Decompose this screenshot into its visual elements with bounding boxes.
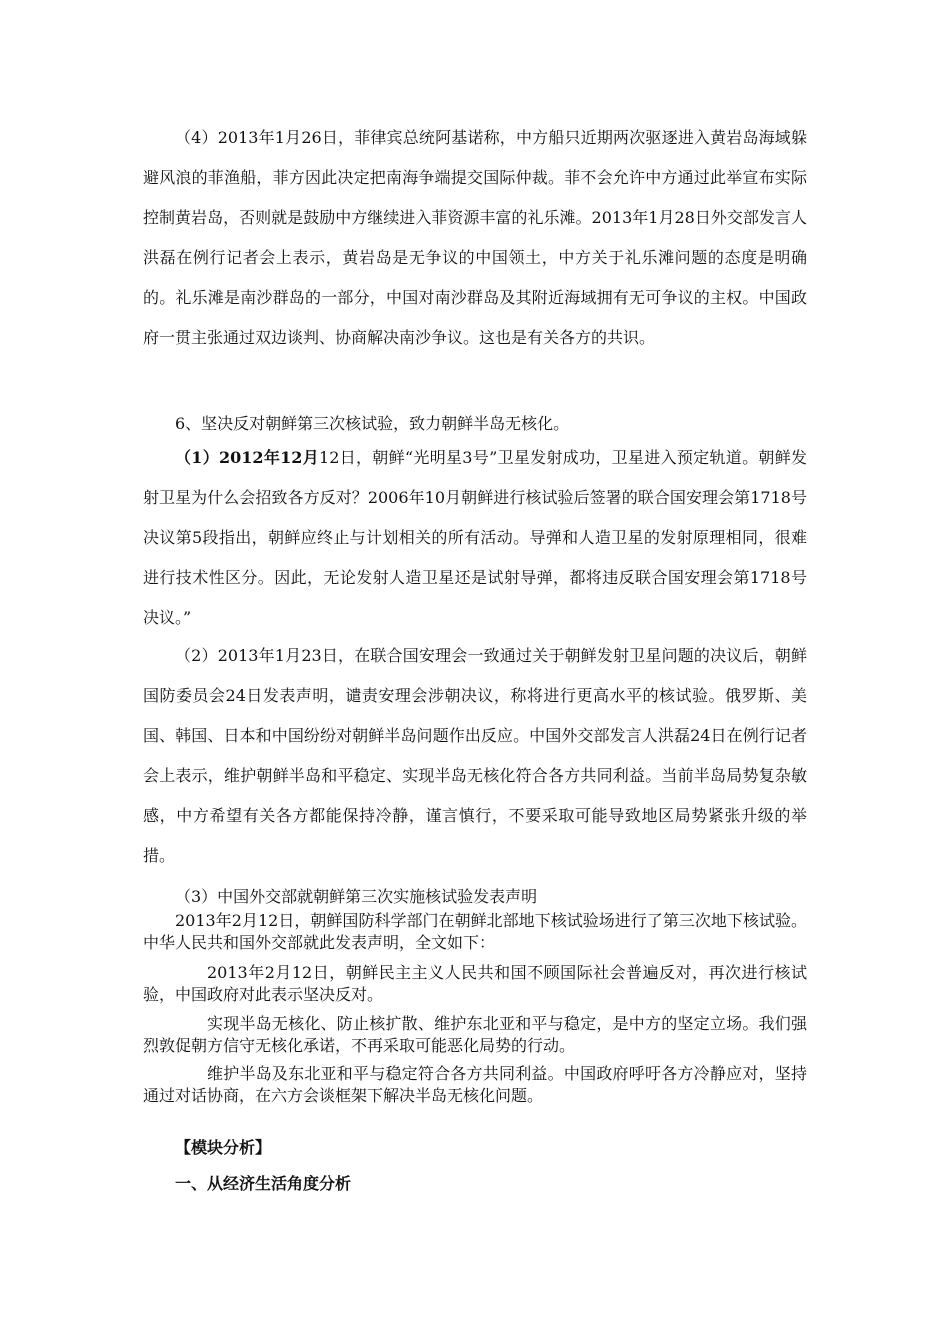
paragraph-item-4: （4）2013年1月26日，菲律宾总统阿基诺称，中方船只近期两次驱逐进入黄岩岛海域躲避风浪的菲渔船，菲方因此决定把南海争端提交国际仲裁。菲不会允许中方通过此举宣布实际控制黄岩岛，否则就是鼓励中方继续进入菲资源丰富的礼乐滩。2013年1月28日外交部发言人洪磊在例行记者会上表示，黄岩岛是无争议的中国领土，中方关于礼乐滩问题的态度是明确的。礼乐滩是南沙群岛的一部分，中国对南沙群岛及其附近海域拥有无可争议的主权。中国政府一贯主张通过双边谈判、协商解决南沙争议。这也是有关各方的共识。 [143, 128, 807, 347]
paragraph-item-6-1 [143, 438, 807, 638]
paragraph-statement-2: 实现半岛无核化、防止核扩散、维护东北亚和平与稳定，是中方的坚定立场。我们强烈敦促朝方信守无核化承诺，不再采取可能恶化局势的行动。 [143, 1014, 807, 1055]
item-6-1-lead: （1）2012年12月 [175, 448, 320, 467]
paragraph-statement-3: 维护半岛及东北亚和平与稳定符合各方共同利益。中国政府呼吁各方冷静应对，坚持通过对话协商，在六方会谈框架下解决半岛无核化问题。 [143, 1064, 807, 1105]
item-6-1-rest: 12日，朝鲜“光明星3号”卫星发射成功，卫星进入预定轨道。朝鲜发射卫星为什么会招致各方反对？2006年10月朝鲜进行核试验后签署的联合国安理会第1718号决议第5段指出，朝鲜应终止与计划相关的所有活动。导弹和人造卫星的发射原理相同，很难进行技术性区分。因此，无论发射人造卫星还是试射导弹，都将违反联合国安理会第1718号决议。” [143, 448, 807, 627]
section-heading: 一、从经济生活角度分析 [175, 1174, 352, 1193]
paragraph-item-6-2: （2）2013年1月23日，在联合国安理会一致通过关于朝鲜发射卫星问题的决议后，朝鲜国防委员会24日发表声明，谴责安理会涉朝决议，称将进行更高水平的核试验。俄罗斯、美国、韩国、日本和中国纷纷对朝鲜半岛问题作出反应。中国外交部发言人洪磊24日在例行记者会上表示，维护朝鲜半岛和平稳定、实现半岛无核化符合各方共同利益。当前半岛局势复杂敏感，中方希望有关各方都能保持冷静，谨言慎行，不要采取可能导致地区局势紧张升级的举措。 [143, 646, 807, 865]
paragraph-statement-1: 2013年2月12日，朝鲜民主主义人民共和国不顾国际社会普遍反对，再次进行核试验，中国政府对此表示坚决反对。 [143, 963, 807, 1004]
paragraph-item-6-3-title: （3）中国外交部就朝鲜第三次实施核试验发表声明 [175, 887, 538, 906]
paragraph-item-6-3-intro: 2013年2月12日，朝鲜国防科学部门在朝鲜北部地下核试验场进行了第三次地下核试验。中华人民共和国外交部就此发表声明，全文如下： [143, 911, 807, 952]
module-analysis-heading: 【模块分析】 [175, 1138, 272, 1157]
paragraph-item-6: 6、坚决反对朝鲜第三次核试验，致力朝鲜半岛无核化。 [175, 414, 570, 433]
